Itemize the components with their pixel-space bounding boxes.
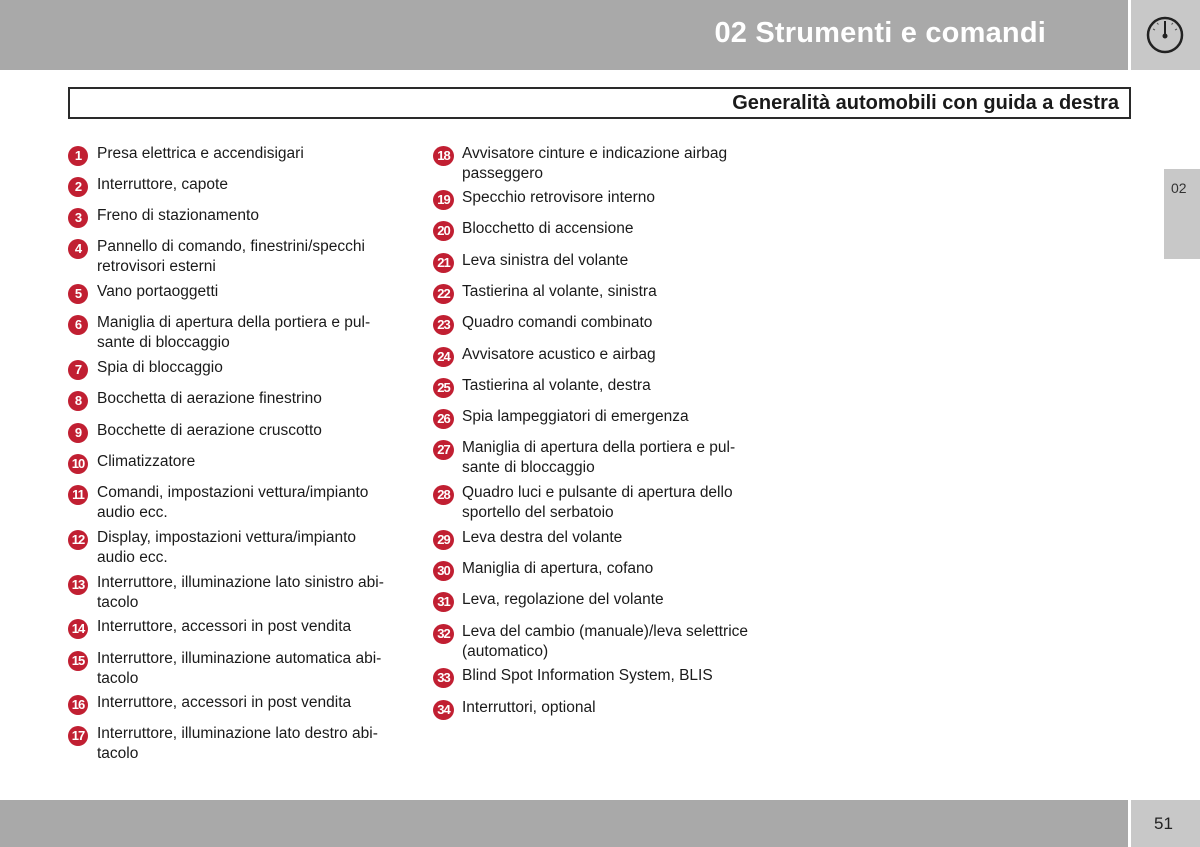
- item-text: Quadro luci e pulsante di apertura dello sportello del serbatoio: [462, 484, 733, 521]
- item-number-badge: 31: [433, 592, 454, 612]
- item-text: Interruttore, illuminazione automatica abi-tacolo: [97, 650, 382, 687]
- item-number-badge: 1: [68, 146, 88, 166]
- item-text: Leva, regolazione del volante: [462, 591, 664, 608]
- page-number: 51: [1154, 814, 1173, 833]
- item-text: Interruttore, illuminazione lato destro abi-tacolo: [97, 725, 378, 762]
- list-item: [68, 649, 388, 688]
- item-number-badge: 10: [68, 454, 88, 474]
- item-number-badge: 5: [68, 284, 88, 304]
- item-text: Blocchetto di accensione: [462, 220, 634, 237]
- list-item: [68, 452, 388, 472]
- item-text: Blind Spot Information System, BLIS: [462, 667, 713, 684]
- list-item: [68, 144, 388, 164]
- item-number-badge: 7: [68, 360, 88, 380]
- item-text: Tastierina al volante, destra: [462, 377, 651, 394]
- item-number-badge: 26: [433, 409, 454, 429]
- chapter-tab: [1164, 169, 1200, 259]
- list-item: [68, 237, 388, 276]
- item-number-badge: 6: [68, 315, 88, 335]
- list-item: [68, 724, 388, 763]
- item-number-badge: 13: [68, 575, 88, 595]
- list-item: [68, 389, 388, 409]
- page-number-box: [1131, 800, 1200, 847]
- item-text: Presa elettrica e accendisigari: [97, 145, 304, 162]
- item-number-badge: 11: [68, 485, 88, 505]
- footer-bar: [0, 800, 1128, 847]
- item-text: Bocchette di aerazione cruscotto: [97, 422, 322, 439]
- item-text: Leva destra del volante: [462, 529, 623, 546]
- item-number-badge: 18: [433, 146, 454, 166]
- item-number-badge: 8: [68, 391, 88, 411]
- item-text: Maniglia di apertura, cofano: [462, 560, 654, 577]
- list-item: [433, 345, 768, 365]
- list-item: [433, 438, 768, 477]
- item-number-badge: 15: [68, 651, 88, 671]
- list-item: [433, 376, 768, 396]
- item-text: Avvisatore acustico e airbag: [462, 346, 656, 363]
- section-header: [68, 87, 1131, 119]
- item-number-badge: 30: [433, 561, 454, 581]
- item-number-badge: 19: [433, 190, 454, 210]
- item-number-badge: 16: [68, 695, 88, 715]
- gauge-icon: [1145, 15, 1185, 55]
- item-number-badge: 17: [68, 726, 88, 746]
- list-item: [68, 282, 388, 302]
- item-text: Tastierina al volante, sinistra: [462, 283, 657, 300]
- item-text: Specchio retrovisore interno: [462, 189, 655, 206]
- list-item: [433, 528, 768, 548]
- gauge-icon-box: [1131, 0, 1200, 70]
- item-text: Leva sinistra del volante: [462, 252, 629, 269]
- item-text: Interruttori, optional: [462, 699, 596, 716]
- list-item: [68, 528, 388, 567]
- item-number-badge: 22: [433, 284, 454, 304]
- item-number-badge: 9: [68, 423, 88, 443]
- item-number-badge: 29: [433, 530, 454, 550]
- list-item: [433, 219, 768, 239]
- item-number-badge: 34: [433, 700, 454, 720]
- item-number-badge: 21: [433, 253, 454, 273]
- item-text: Maniglia di apertura della portiera e pul-sante di bloccaggio: [97, 314, 371, 351]
- item-number-badge: 33: [433, 668, 454, 688]
- item-number-badge: 20: [433, 221, 454, 241]
- item-text: Freno di stazionamento: [97, 207, 259, 224]
- list-item: [68, 175, 388, 195]
- list-item: [68, 693, 388, 713]
- item-number-badge: 24: [433, 347, 454, 367]
- item-number-badge: 23: [433, 315, 454, 335]
- list-item: [68, 313, 388, 352]
- item-text: Comandi, impostazioni vettura/impianto audio ecc.: [97, 484, 369, 521]
- item-number-badge: 27: [433, 440, 454, 460]
- item-text: Interruttore, accessori in post vendita: [97, 694, 352, 711]
- list-item: [433, 188, 768, 208]
- item-number-badge: 3: [68, 208, 88, 228]
- header-bar: [0, 0, 1128, 70]
- item-text: Interruttore, accessori in post vendita: [97, 618, 352, 635]
- item-number-badge: 32: [433, 624, 454, 644]
- item-text: Leva del cambio (manuale)/leva selettrice (automatico): [462, 623, 749, 660]
- section-title: Generalità automobili con guida a destra: [732, 92, 1119, 114]
- item-text: Pannello di comando, finestrini/specchi retrovisori esterni: [97, 238, 365, 275]
- item-text: Maniglia di apertura della portiera e pul-sante di bloccaggio: [462, 439, 736, 476]
- item-number-badge: 4: [68, 239, 88, 259]
- item-text: Spia di bloccaggio: [97, 359, 223, 376]
- item-number-badge: 28: [433, 485, 454, 505]
- item-number-badge: 14: [68, 619, 88, 639]
- list-item: [433, 144, 768, 183]
- list-item: [68, 358, 388, 378]
- list-item: [433, 590, 768, 610]
- item-text: Vano portaoggetti: [97, 283, 219, 300]
- list-item: [68, 483, 388, 522]
- item-text: Avvisatore cinture e indicazione airbag passeggero: [462, 145, 728, 182]
- list-item: [433, 282, 768, 302]
- list-item: [433, 483, 768, 522]
- list-item: [433, 622, 768, 661]
- item-text: Display, impostazioni vettura/impianto audio ecc.: [97, 529, 357, 566]
- list-item: [433, 666, 768, 686]
- item-text: Interruttore, illuminazione lato sinistro abi-tacolo: [97, 574, 384, 611]
- chapter-title: 02 Strumenti e comandi: [714, 17, 1046, 49]
- list-item: [68, 617, 388, 637]
- chapter-tab-label: 02: [1171, 180, 1187, 196]
- list-item: [433, 251, 768, 271]
- item-number-badge: 2: [68, 177, 88, 197]
- list-item: [68, 573, 388, 612]
- item-number-badge: 25: [433, 378, 454, 398]
- item-text: Interruttore, capote: [97, 176, 228, 193]
- list-item: [433, 407, 768, 427]
- list-item: [68, 421, 388, 441]
- item-text: Spia lampeggiatori di emergenza: [462, 408, 689, 425]
- list-item: [433, 698, 768, 718]
- list-item: [433, 313, 768, 333]
- item-number-badge: 12: [68, 530, 88, 550]
- list-item: [68, 206, 388, 226]
- list-item: [433, 559, 768, 579]
- item-text: Climatizzatore: [97, 453, 196, 470]
- item-text: Bocchetta di aerazione finestrino: [97, 390, 322, 407]
- item-text: Quadro comandi combinato: [462, 314, 653, 331]
